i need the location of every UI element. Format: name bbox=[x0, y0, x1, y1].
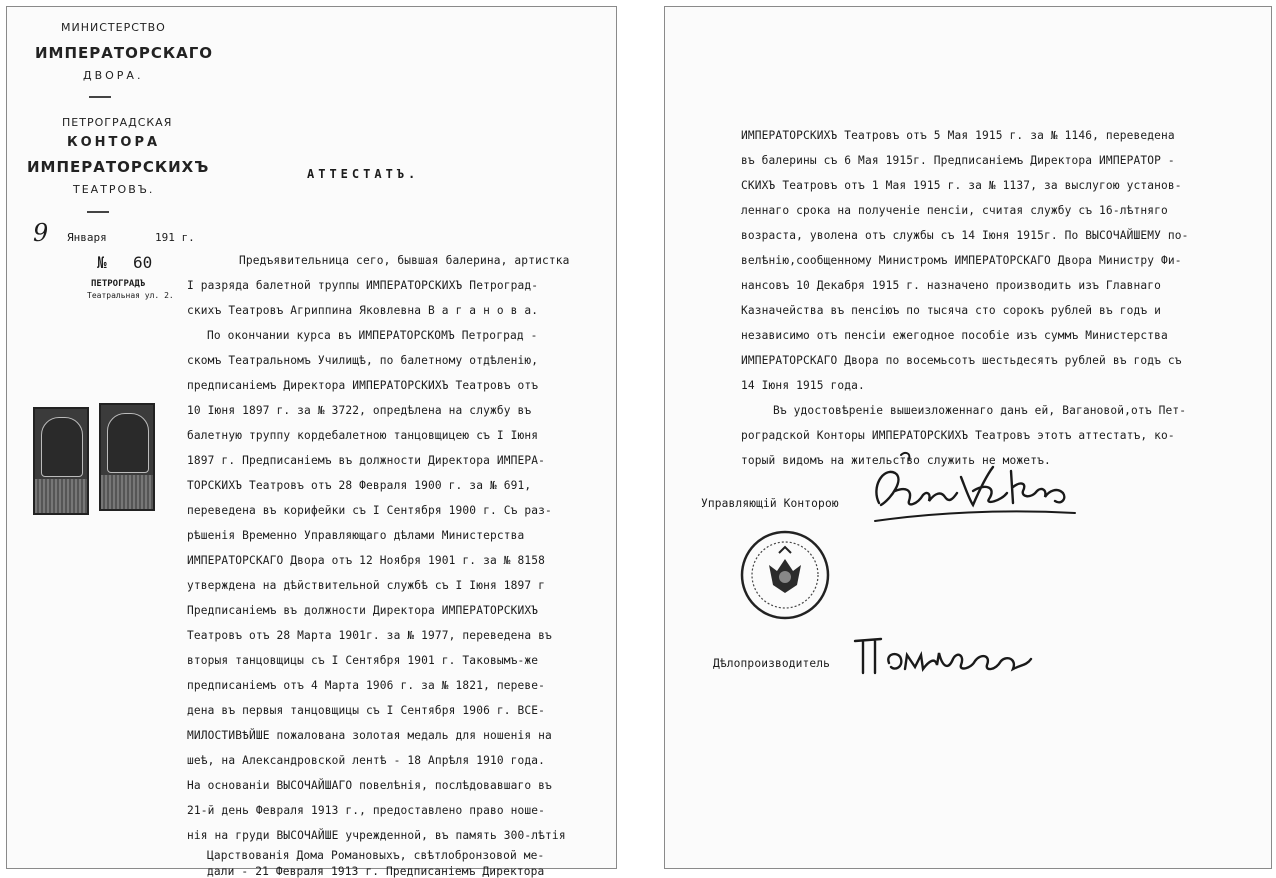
document-title: АТТЕСТАТЪ. bbox=[307, 167, 420, 181]
number-value: 60 bbox=[133, 253, 153, 272]
body-line: Предъявительница сего, бывшая балерина, артистка bbox=[239, 254, 570, 267]
date-day: 9 bbox=[33, 219, 49, 247]
address-street: Театральная ул. 2. bbox=[87, 291, 174, 300]
date-year: 191 г. bbox=[155, 231, 195, 244]
body-line: утверждена на дѣйствительной службѣ съ I Іюня 1897 г bbox=[187, 579, 546, 592]
letterhead-divider-2 bbox=[87, 211, 109, 213]
body-line: Въ удостовѣреніе вышеизложеннаго данъ ей, Вагановой,отъ Пет- bbox=[773, 404, 1187, 417]
body-line: 21-й день Февраля 1913 г., предоставлено право ноше- bbox=[187, 804, 546, 817]
date-month: Января bbox=[67, 231, 107, 244]
body-line: ИМПЕРАТОРСКАГО Двора по восемьсотъ шестьдесятъ рублей въ годъ съ bbox=[741, 354, 1182, 367]
office-seal bbox=[739, 529, 831, 621]
body-line: ИМПЕРАТОРСКИХЪ Театровъ отъ 5 Мая 1915 г. за № 1146, переведена bbox=[741, 129, 1175, 142]
body-line: Казначейства въ пенсіюъ по тысяча сто сорокъ рублей въ годъ и bbox=[741, 304, 1162, 317]
letterhead-office: КОНТОРА bbox=[67, 135, 161, 150]
address-city: ПЕТРОГРАДЪ bbox=[91, 279, 146, 289]
body-line: возраста, уволена отъ службы съ 14 Іюня 1915г. По ВЫСОЧАЙШЕМУ по- bbox=[741, 229, 1189, 242]
certificate-page-left bbox=[6, 6, 617, 878]
body-line: леннаго срока на полученіе пенсіи, считая службу съ 16-лѣтняго bbox=[741, 204, 1168, 217]
body-line: предписаніемъ отъ 4 Марта 1906 г. за № 1821, переве- bbox=[187, 679, 546, 692]
letterhead-imperial-theatres: ИМПЕРАТОРСКИХЪ bbox=[27, 158, 210, 176]
body-line: вторыя танцовщицы съ I Сентября 1901 г. Таковымъ-же bbox=[187, 654, 539, 667]
body-line: На основаніи ВЫСОЧАЙШАГО повелѣнія, послѣдовавшаго въ bbox=[187, 779, 552, 792]
body-line: Театровъ отъ 28 Марта 1901г. за № 1977, переведена въ bbox=[187, 629, 552, 642]
body-line: 1897 г. Предписаніемъ въ должности Директора ИМПЕРА- bbox=[187, 454, 546, 467]
body-line: переведена въ корифейки съ I Сентября 1900 г. Съ раз- bbox=[187, 504, 552, 517]
body-line: ТОРСКИХЪ Театровъ отъ 28 Февраля 1900 г. за № 691, bbox=[187, 479, 532, 492]
revenue-stamp bbox=[99, 403, 155, 511]
manager-label: Управляющiй Конторою bbox=[701, 497, 839, 510]
body-line: дена въ первыя танцовщицы съ I Сентября 1906 г. ВСЕ- bbox=[187, 704, 546, 717]
body-line: МИЛОСТИВѢЙШЕ пожалована золотая медаль для ношенія на bbox=[187, 729, 552, 742]
body-line: въ балерины съ 6 Мая 1915г. Предписаніемъ Директора ИМПЕРАТОР - bbox=[741, 154, 1175, 167]
revenue-stamp bbox=[33, 407, 89, 515]
number-label: № bbox=[97, 253, 107, 272]
body-line: велѣнію,сообщенному Министромъ ИМПЕРАТОРСКАГО Двора Министру Фи- bbox=[741, 254, 1182, 267]
body-line: По окончании курса въ ИМПЕРАТОРСКОМЪ Петроград - bbox=[207, 329, 538, 342]
body-line: рѣшенія Временно Управляющаго дѣлами Министерства bbox=[187, 529, 525, 542]
body-line: роградской Конторы ИМПЕРАТОРСКИХЪ Театровъ этотъ аттестатъ, ко- bbox=[741, 429, 1175, 442]
body-line: нансовъ 10 Декабря 1915 г. назначено производить изъ Главнаго bbox=[741, 279, 1162, 292]
body-line: торый видомъ на жительство служить не можетъ. bbox=[741, 454, 1051, 467]
body-line: шеѣ, на Александровской лентѣ - 18 Апрѣля 1910 года. bbox=[187, 754, 546, 767]
body-line: балетную труппу кордебалетною танцовщицею съ I Іюня bbox=[187, 429, 539, 442]
letterhead-petrograd: ПЕТРОГРАДСКАЯ bbox=[62, 116, 173, 129]
body-line: нія на груди ВЫСОЧАЙШЕ учрежденной, въ память 300-лѣтія bbox=[187, 829, 566, 842]
clerk-signature bbox=[845, 629, 1045, 689]
body-line: Предписаніемъ въ должности Директора ИМПЕРАТОРСКИХЪ bbox=[187, 604, 539, 617]
body-line: 14 Іюня 1915 года. bbox=[741, 379, 865, 392]
letterhead-imperial-court: ИМПЕРАТОРСКАГО bbox=[35, 44, 214, 62]
letterhead-divider bbox=[89, 96, 111, 98]
letterhead-theatres: ТЕАТРОВЪ. bbox=[73, 183, 155, 196]
body-line: предписаніемъ Директора ИМПЕРАТОРСКИХЪ Театровъ отъ bbox=[187, 379, 539, 392]
body-line: скихъ Театровъ Агриппина Яковлевна В а г а н о в а. bbox=[187, 304, 539, 317]
body-line: СКИХЪ Театровъ отъ 1 Мая 1915 г. за № 1137, за выслугою установ- bbox=[741, 179, 1182, 192]
letterhead-ministry: МИНИСТЕРСТВО bbox=[61, 21, 166, 34]
clerk-label: Дѣлопроизводитель bbox=[713, 657, 831, 670]
body-line: Царствованія Дома Романовыхъ, свѣтлобронзовой ме- bbox=[207, 849, 545, 862]
body-line: скомъ Театральномъ Училищѣ, по балетному отдѣленію, bbox=[187, 354, 539, 367]
body-line: независимо отъ пенсіи ежегодное пособіе изъ суммъ Министерства bbox=[741, 329, 1168, 342]
body-line: I разряда балетной труппы ИМПЕРАТОРСКИХЪ Петроград- bbox=[187, 279, 539, 292]
manager-signature bbox=[861, 447, 1091, 537]
certificate-page-right bbox=[664, 6, 1272, 869]
letterhead-court: ДВОРА. bbox=[83, 69, 144, 82]
body-line: дали - 21 Февраля 1913 г. Предписаніемъ Директора bbox=[207, 865, 545, 878]
body-line: ИМПЕРАТОРСКАГО Двора отъ 12 Ноября 1901 г. за № 8158 bbox=[187, 554, 546, 567]
body-line: 10 Іюня 1897 г. за № 3722, опредѣлена на службу въ bbox=[187, 404, 532, 417]
